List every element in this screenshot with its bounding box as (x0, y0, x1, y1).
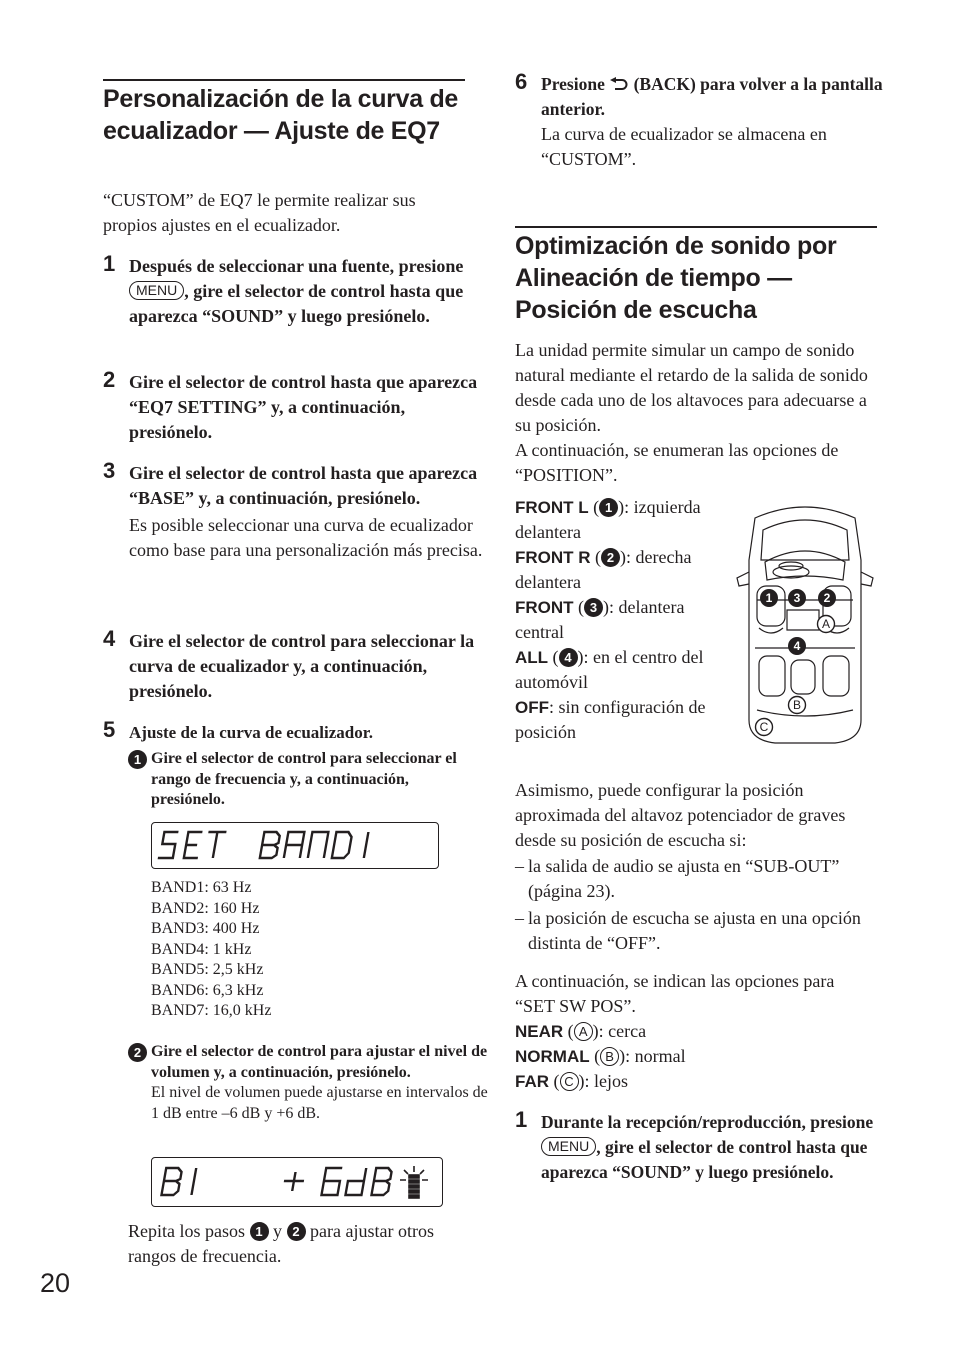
band-item: BAND6: 6,3 kHz (151, 981, 264, 999)
back-icon (609, 77, 629, 91)
sw-pos-option: NORMAL ( B ): normal (515, 1046, 686, 1066)
step-number: 5 (103, 717, 116, 742)
page-number: 20 (40, 1268, 71, 1298)
step-text: Después de seleccionar una fuente, presione MENU , gire el selector de control hasta que aparezca “SOUND” y luego presiónelo. (129, 256, 464, 326)
condition-list (515, 854, 885, 956)
car-seating-diagram (735, 500, 875, 746)
lcd-display-b1-6db (151, 1157, 443, 1207)
menu-key: MENU (541, 1137, 596, 1156)
step-note: Es posible seleccionar una curva de ecualizador como base para una personalización más precisa. (129, 515, 483, 560)
diagram-marker-1: 1 (765, 591, 773, 605)
sw-pos-option: NEAR ( A ): cerca (515, 1021, 647, 1041)
step-text: Gire el selector de control hasta que aparezca “BASE” y, a continuación, presiónelo. (129, 463, 478, 508)
step-number: 3 (103, 458, 116, 483)
position-option: FRONT ( 3 ): delantera central (515, 597, 685, 642)
band-item: BAND3: 400 Hz (151, 920, 260, 937)
band-item: BAND7: 16,0 kHz (151, 1002, 272, 1019)
menu-key: MENU (129, 281, 184, 300)
step-6: 6 Presione (BACK) para volver a la pantalla anterior. La curva de ecualizador se almacena en “CUSTOM”. (515, 72, 903, 172)
diagram-marker-a: A (821, 617, 831, 631)
circled-b-icon: B (600, 1047, 619, 1066)
circled-2-icon: 2 (601, 548, 620, 567)
step-number: 6 (515, 69, 528, 94)
position-option: ALL ( 4 ): en el centro del automóvil (515, 647, 704, 692)
circled-4-icon: 4 (559, 648, 578, 667)
section-rule (515, 226, 877, 228)
subwoofer-intro: Asimismo, puede configurar la posición aproximada del altavoz potenciador de graves desde su posición de escucha si: (515, 780, 846, 850)
diagram-marker-c: C (759, 720, 769, 734)
step-2 (103, 367, 491, 445)
position-option: FRONT R ( 2 ): derecha delantera (515, 547, 692, 592)
lcd-segment-text (152, 823, 438, 868)
step-text: Gire el selector de control para seleccionar la curva de ecualizador y, a continuación, presiónelo. (129, 631, 475, 701)
repeat-note: Repita los pasos 1 y 2 para ajustar otros rangos de frecuencia. (128, 1221, 434, 1266)
section-heading-eq7: Personalización de la curva de ecualizador — Ajuste de EQ7 (103, 85, 459, 145)
condition-item: – la posición de escucha se ajusta en una opción distinta de “OFF”. (515, 908, 861, 953)
circled-2-icon: 2 (287, 1222, 306, 1241)
sw-pos-intro: A continuación, se indican las opciones para “SET SW POS”. (515, 971, 835, 1016)
step-4 (103, 626, 491, 704)
lcd-segment-text (152, 1158, 442, 1206)
band-item: BAND5: 2,5 kHz (151, 961, 264, 978)
position-options-list (515, 495, 737, 745)
sw-pos-options (515, 1019, 877, 1094)
substep-1: 1 Gire el selector de control para seleccionar el rango de frecuencia y, a continuación, presiónelo. (128, 749, 486, 811)
step-1-sound (515, 1107, 903, 1185)
level-indicator-icon (400, 1166, 428, 1198)
time-alignment-intro: La unidad permite simular un campo de sonido natural mediante el retardo de la salida de sonido desde cada uno de los altavoces para adecuarse a su posición. (515, 340, 868, 435)
diagram-marker-3: 3 (793, 591, 801, 605)
circled-1-icon: 1 (128, 750, 147, 769)
step-3 (103, 458, 491, 563)
step-text: Durante la recepción/reproducción, presione MENU , gire el selector de control hasta que aparezca “SOUND” y luego presiónelo. (541, 1112, 874, 1182)
band-list (151, 878, 451, 1022)
circled-1-icon: 1 (599, 498, 618, 517)
band-item: BAND4: 1 kHz (151, 940, 252, 958)
circled-2-icon: 2 (128, 1043, 147, 1062)
position-option: OFF: sin configuración de posición (515, 697, 706, 742)
step-5 (103, 717, 491, 745)
section-rule (103, 79, 465, 81)
band-item: BAND2: 160 Hz (151, 899, 260, 917)
circled-c-icon: C (560, 1072, 579, 1091)
circled-1-icon: 1 (250, 1222, 269, 1241)
lcd-display-set-band1 (151, 822, 439, 869)
diagram-marker-b: B (792, 698, 802, 712)
circled-3-icon: 3 (584, 598, 603, 617)
step-number: 1 (103, 251, 116, 276)
step-text: Gire el selector de control hasta que aparezca “EQ7 SETTING” y, a continuación, presiónelo. (129, 372, 478, 442)
step-1 (103, 251, 491, 329)
eq7-intro: “CUSTOM” de EQ7 le permite realizar sus propios ajustes en el ecualizador. (103, 190, 416, 235)
step-note: La curva de ecualizador se almacena en “CUSTOM”. (541, 124, 827, 169)
section-heading-time-alignment: Optimización de sonido por Alineación de tiempo — Posición de escucha (515, 232, 837, 324)
step-number: 4 (103, 626, 116, 651)
step-number: 2 (103, 367, 116, 392)
band-item: BAND1: 63 Hz (151, 879, 252, 896)
step-number: 1 (515, 1107, 528, 1132)
condition-item: – la salida de audio se ajusta en “SUB-OUT” (página 23). (515, 856, 840, 901)
diagram-marker-4: 4 (793, 639, 801, 653)
step-text: Ajuste de la curva de ecualizador. (129, 723, 373, 742)
position-options-intro: A continuación, se enumeran las opciones de “POSITION”. (515, 440, 839, 485)
circled-a-icon: A (574, 1022, 593, 1041)
position-option: FRONT L ( 1 ): izquierda delantera (515, 497, 701, 542)
sw-pos-option: FAR ( C ): lejos (515, 1071, 628, 1091)
substep-2: 2 Gire el selector de control para ajustar el nivel de volumen y, a continuación, presiónelo. El nivel de volumen puede ajustarse en intervalos de 1 dB entre –6 dB y +6 dB. (128, 1042, 489, 1124)
diagram-marker-2: 2 (823, 591, 831, 605)
